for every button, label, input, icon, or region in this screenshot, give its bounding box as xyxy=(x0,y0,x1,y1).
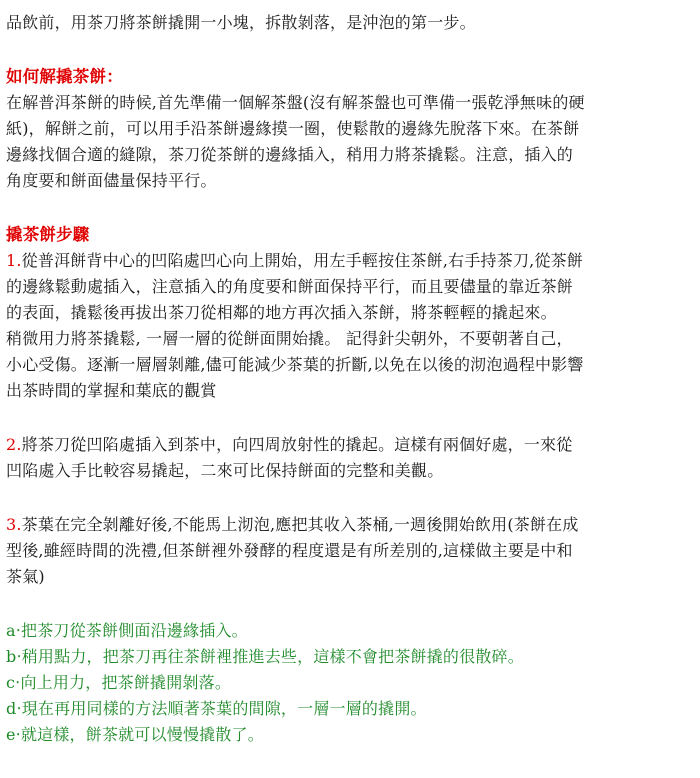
spacer xyxy=(6,590,694,618)
summary-item: a‧把茶刀從茶餅側面沿邊緣插入。 xyxy=(6,621,248,640)
step2-line xyxy=(6,432,694,458)
how-to-line: 紙)，解餅之前，可以用手沿茶餅邊緣摸一圈，使鬆散的邊緣先脫落下來。在茶餅 xyxy=(6,119,580,138)
step1-line xyxy=(6,248,694,274)
step3-text: 茶葉在完全剝離好後,不能馬上沏泡,應把其收入茶桶,一週後開始飲用(茶餅在成 xyxy=(21,515,579,534)
summary-item: c‧向上用力，把茶餅撬開剝落。 xyxy=(6,673,232,692)
summary-item: e‧就這樣，餅茶就可以慢慢撬散了。 xyxy=(6,725,264,744)
spacer xyxy=(6,36,694,64)
step1-line: 的邊緣鬆動處插入，注意插入的角度要和餅面保持平行，而且要儘量的靠近茶餅 xyxy=(6,277,574,296)
step3-line: 型後,雖經時間的洗禮,但茶餅裡外發酵的程度還是有所差別的,這樣做主要是中和 xyxy=(6,541,573,560)
how-to-line: 在解普洱茶餅的時候,首先準備一個解茶盤(沒有解茶盤也可準備一張乾淨無味的硬 xyxy=(6,93,585,112)
step3-line: 茶氣) xyxy=(6,567,45,586)
summary-item: d‧現在再用同樣的方法順著茶葉的間隙，一層一層的撬開。 xyxy=(6,699,427,718)
step3-line xyxy=(6,512,694,538)
spacer xyxy=(6,404,694,432)
step2-line: 凹陷處入手比較容易撬起，二來可比保持餅面的完整和美觀。 xyxy=(6,461,444,480)
how-to-heading: 如何解撬茶餅： xyxy=(6,67,123,86)
step1-line: 小心受傷。逐漸一層層剝離,儘可能減少茶葉的折斷,以免在以後的沏泡過程中影響 xyxy=(6,355,584,374)
spacer xyxy=(6,484,694,512)
spacer xyxy=(6,194,694,222)
step2-text: 將茶刀從凹陷處插入到茶中，向四周放射性的撬起。這樣有兩個好處，一來從 xyxy=(21,435,573,454)
step1-line: 的表面，撬鬆後再拔出茶刀從相鄰的地方再次插入茶餅，將茶輕輕的撬起來。 xyxy=(6,303,557,322)
step1-line: 出茶時間的掌握和葉底的觀賞 xyxy=(6,381,217,400)
intro-paragraph: 品飲前，用茶刀將茶餅撬開一小塊，拆散剝落，是沖泡的第一步。 xyxy=(6,13,476,32)
how-to-line: 角度要和餅面儘量保持平行。 xyxy=(6,171,217,190)
step1-text: 從普洱餅背中心的凹陷處凹心向上開始，用左手輕按住茶餅,右手持茶刀,從茶餅 xyxy=(21,251,584,270)
step3-number: 3. xyxy=(6,515,22,534)
step1-number: 1. xyxy=(6,251,22,270)
document-body xyxy=(6,10,694,748)
how-to-line: 邊緣找個合適的縫隙，茶刀從茶餅的邊緣插入，稍用力將茶撬鬆。注意，插入的 xyxy=(6,145,574,164)
steps-heading: 撬茶餅步驟 xyxy=(6,225,90,244)
step1-line: 稍微用力將茶撬鬆, 一層一層的從餅面開始撬。 記得針尖朝外，不要朝著自己， xyxy=(6,329,573,348)
summary-item: b‧稍用點力，把茶刀再往茶餅裡推進去些，這樣不會把茶餅撬的很散碎。 xyxy=(6,647,524,666)
step2-number: 2. xyxy=(6,435,22,454)
